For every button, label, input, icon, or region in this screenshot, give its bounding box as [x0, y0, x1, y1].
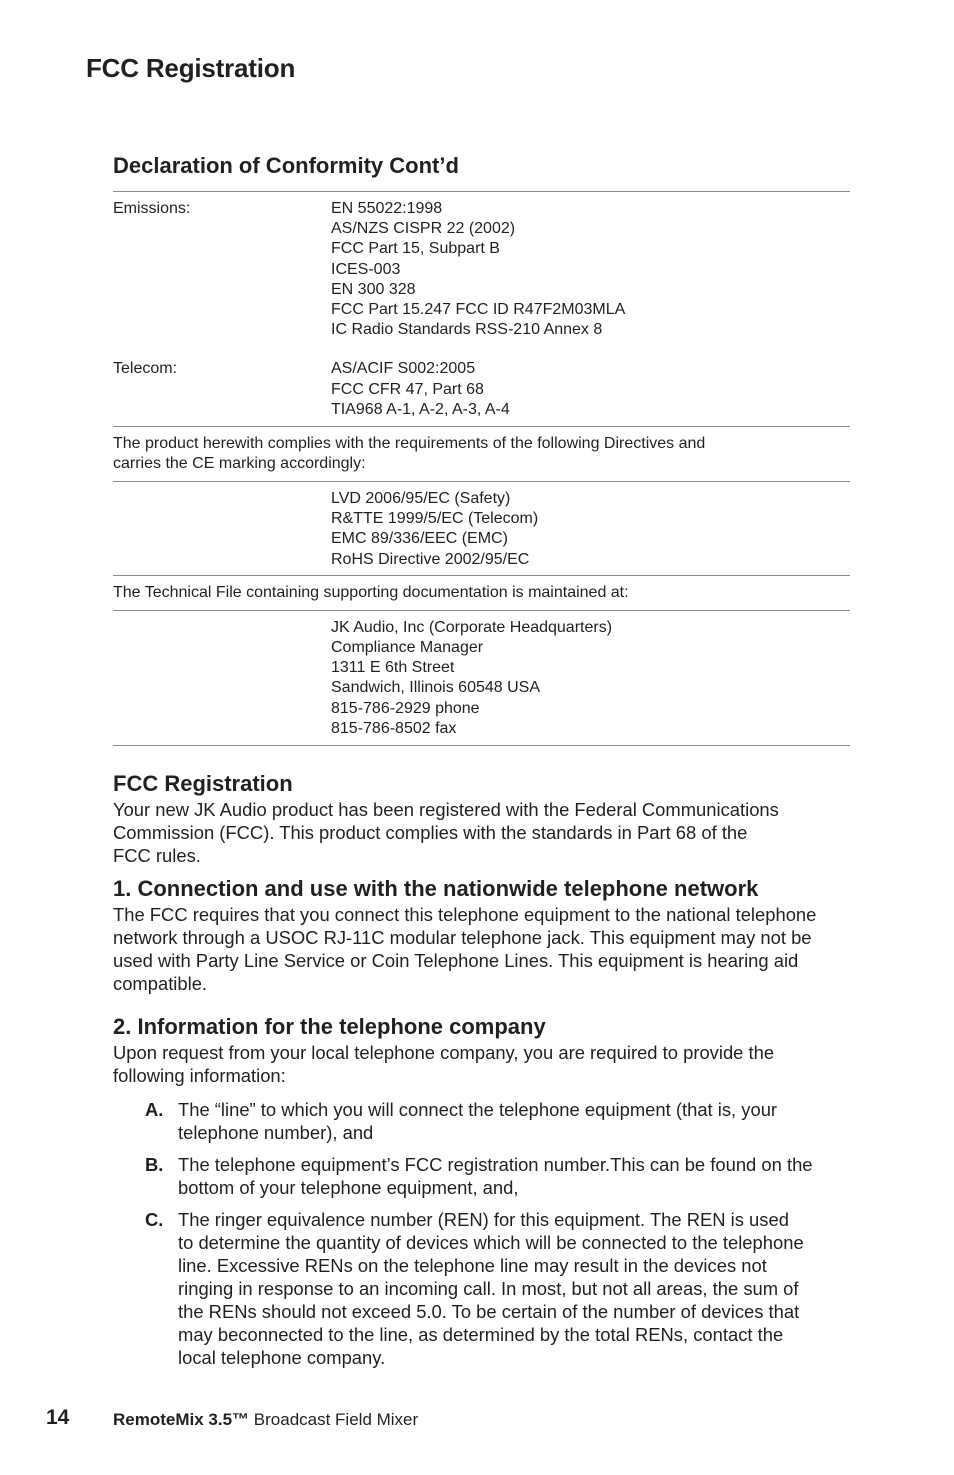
emissions-value: EN 300 328	[331, 280, 416, 298]
list-item-b	[113, 1153, 850, 1199]
list-line: may beconnected to the line, as determined by the total RENs, contact the	[178, 1324, 784, 1346]
section-1-body	[113, 903, 850, 995]
list-letter: A.	[145, 1099, 164, 1121]
directives-note	[113, 427, 850, 481]
directive-item: LVD 2006/95/EC (Safety)	[331, 490, 511, 508]
body-line: following information:	[113, 1065, 286, 1087]
directive-item: EMC 89/336/EEC (EMC)	[331, 530, 508, 548]
list-line: ringing in response to an incoming call. In most, but not all areas, the sum of	[178, 1278, 799, 1300]
address-block	[113, 611, 850, 745]
list-line: The telephone equipment’s FCC registration number.This can be found on the	[178, 1154, 813, 1176]
emissions-block	[113, 192, 850, 340]
emissions-value: IC Radio Standards RSS-210 Annex 8	[331, 321, 603, 339]
list-letter: C.	[145, 1209, 164, 1231]
list-line: local telephone company.	[178, 1347, 386, 1369]
list-line: the RENs should not exceed 5.0. To be certain of the number of devices that	[178, 1301, 800, 1323]
directives-note-line: The product herewith complies with the requirements of the following Directives and	[113, 435, 706, 453]
list-line: telephone number), and	[178, 1122, 374, 1144]
list-item-a	[113, 1098, 850, 1144]
section-1-title: 1. Connection and use with the nationwide telephone network	[113, 876, 759, 902]
body-line: Upon request from your local telephone company, you are required to provide the	[113, 1042, 775, 1064]
telecom-value: FCC CFR 47, Part 68	[331, 380, 484, 398]
body-line: Commission (FCC). This product complies with the standards in Part 68 of the	[113, 822, 748, 844]
section-2-intro	[113, 1041, 850, 1087]
page-number: 14	[46, 1406, 70, 1429]
list-line: The “line” to which you will connect the telephone equipment (that is, your	[178, 1099, 778, 1121]
directives-values	[331, 489, 538, 570]
list-item-c	[113, 1208, 850, 1369]
emissions-value: FCC Part 15, Subpart B	[331, 240, 500, 258]
emissions-value: ICES-003	[331, 260, 401, 278]
address-line: Compliance Manager	[331, 639, 484, 657]
list-letter: B.	[145, 1154, 164, 1176]
emissions-value: AS/NZS CISPR 22 (2002)	[331, 220, 516, 238]
telecom-value: AS/ACIF S002:2005	[331, 360, 476, 378]
telecom-block	[113, 340, 850, 426]
page-content	[113, 152, 850, 1369]
divider	[113, 745, 850, 746]
address-line: 815-786-8502 fax	[331, 719, 457, 737]
telecom-value: TIA968 A-1, A-2, A-3, A-4	[331, 400, 510, 418]
directive-item: RoHS Directive 2002/95/EC	[331, 550, 530, 568]
section-2-title: 2. Information for the telephone company	[113, 1014, 546, 1040]
directive-item: R&TTE 1999/5/EC (Telecom)	[331, 510, 539, 528]
list-line: The ringer equivalence number (REN) for this equipment. The REN is used	[178, 1209, 789, 1231]
body-line: compatible.	[113, 973, 208, 995]
body-line: The FCC requires that you connect this telephone equipment to the national telephone	[113, 904, 817, 926]
address-spacer	[113, 618, 331, 739]
address-line: 815-786-2929 phone	[331, 699, 480, 717]
list-line: bottom of your telephone equipment, and,	[178, 1177, 519, 1199]
declaration-title: Declaration of Conformity Cont’d	[113, 153, 459, 178]
directives-note-line: carries the CE marking accordingly:	[113, 455, 366, 473]
directives-block	[113, 482, 850, 575]
footer-product-name: RemoteMix 3.5™	[113, 1410, 250, 1429]
emissions-values	[331, 199, 625, 340]
emissions-value: FCC Part 15.247 FCC ID R47F2M03MLA	[331, 301, 626, 319]
telecom-values	[331, 359, 510, 420]
telecom-label: Telecom:	[113, 360, 178, 378]
list-line: to determine the quantity of devices which will be connected to the telephone	[178, 1232, 804, 1254]
footer-title	[113, 1410, 418, 1430]
body-line: Your new JK Audio product has been registered with the Federal Communications	[113, 799, 779, 821]
address-line: 1311 E 6th Street	[331, 659, 455, 677]
address-line: Sandwich, Illinois 60548 USA	[331, 679, 541, 697]
directives-spacer	[113, 489, 331, 570]
fcc-registration-body	[113, 798, 850, 867]
footer-product-subtitle: Broadcast Field Mixer	[253, 1410, 419, 1429]
body-line: used with Party Line Service or Coin Telephone Lines. This equipment is hearing aid	[113, 950, 799, 972]
address-values	[331, 618, 612, 739]
list-line: line. Excessive RENs on the telephone line may result in the devices not	[178, 1255, 767, 1277]
emissions-value: EN 55022:1998	[331, 200, 443, 217]
page-header-title: FCC Registration	[86, 53, 296, 83]
emissions-label: Emissions:	[113, 200, 191, 217]
body-line: FCC rules.	[113, 845, 201, 867]
fcc-registration-title: FCC Registration	[113, 771, 293, 797]
address-line: JK Audio, Inc (Corporate Headquarters)	[331, 618, 613, 636]
techfile-note: The Technical File containing supporting documentation is maintained at:	[113, 583, 629, 601]
body-line: network through a USOC RJ-11C modular telephone jack. This equipment may not be	[113, 927, 812, 949]
